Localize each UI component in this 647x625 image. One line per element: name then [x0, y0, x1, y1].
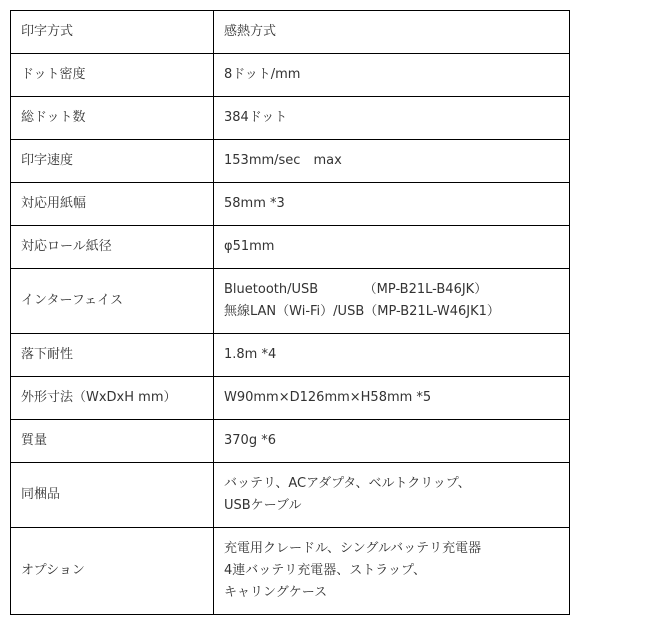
row-value	[214, 528, 570, 615]
row-value	[214, 11, 570, 54]
table-row	[11, 97, 570, 140]
row-label: 対応用紙幅	[11, 183, 214, 226]
value-line: 無線LAN（Wi-Fi）/USB（MP-B21L-W46JK1）	[224, 304, 500, 319]
table-row	[11, 528, 570, 615]
table-row	[11, 183, 570, 226]
value-line: 384ドット	[224, 110, 288, 125]
value-line: 8ドット/mm	[224, 67, 301, 82]
row-label: 外形寸法（WxDxH mm）	[11, 377, 214, 420]
table-row	[11, 140, 570, 183]
value-line: 370g *6	[224, 433, 276, 448]
table-row	[11, 420, 570, 463]
table-row	[11, 11, 570, 54]
value-line: バッテリ、ACアダプタ、ベルトクリップ、	[224, 476, 471, 491]
row-value	[214, 269, 570, 334]
row-value	[214, 463, 570, 528]
row-label: オプション	[11, 528, 214, 615]
table-row	[11, 226, 570, 269]
value-line: キャリングケース	[224, 585, 328, 600]
row-value	[214, 140, 570, 183]
table-row	[11, 269, 570, 334]
row-label: 同梱品	[11, 463, 214, 528]
value-line: 4連バッテリ充電器、ストラップ、	[224, 563, 426, 578]
row-label: 落下耐性	[11, 334, 214, 377]
value-line: W90mm×D126mm×H58mm *5	[224, 390, 432, 405]
row-value	[214, 226, 570, 269]
row-label: 総ドット数	[11, 97, 214, 140]
row-label: 質量	[11, 420, 214, 463]
value-line: 充電用クレードル、シングルバッテリ充電器	[224, 541, 482, 556]
value-line: 58mm *3	[224, 196, 285, 211]
table-row	[11, 54, 570, 97]
table-row	[11, 377, 570, 420]
row-label: 対応ロール紙径	[11, 226, 214, 269]
table-row	[11, 334, 570, 377]
table-row	[11, 463, 570, 528]
spec-table-body	[11, 11, 570, 615]
spec-table	[10, 10, 570, 615]
row-value	[214, 420, 570, 463]
value-line: 感熱方式	[224, 24, 277, 39]
row-value	[214, 183, 570, 226]
row-value	[214, 54, 570, 97]
row-value	[214, 377, 570, 420]
row-value	[214, 97, 570, 140]
row-label: 印字方式	[11, 11, 214, 54]
value-line: φ51mm	[224, 239, 275, 254]
value-line: Bluetooth/USB （MP-B21L-B46JK）	[224, 282, 488, 297]
row-label: インターフェイス	[11, 269, 214, 334]
value-line: USBケーブル	[224, 498, 302, 513]
row-label: 印字速度	[11, 140, 214, 183]
row-value	[214, 334, 570, 377]
value-line: 1.8m *4	[224, 347, 277, 362]
row-label: ドット密度	[11, 54, 214, 97]
value-line: 153mm/sec max	[224, 153, 342, 168]
